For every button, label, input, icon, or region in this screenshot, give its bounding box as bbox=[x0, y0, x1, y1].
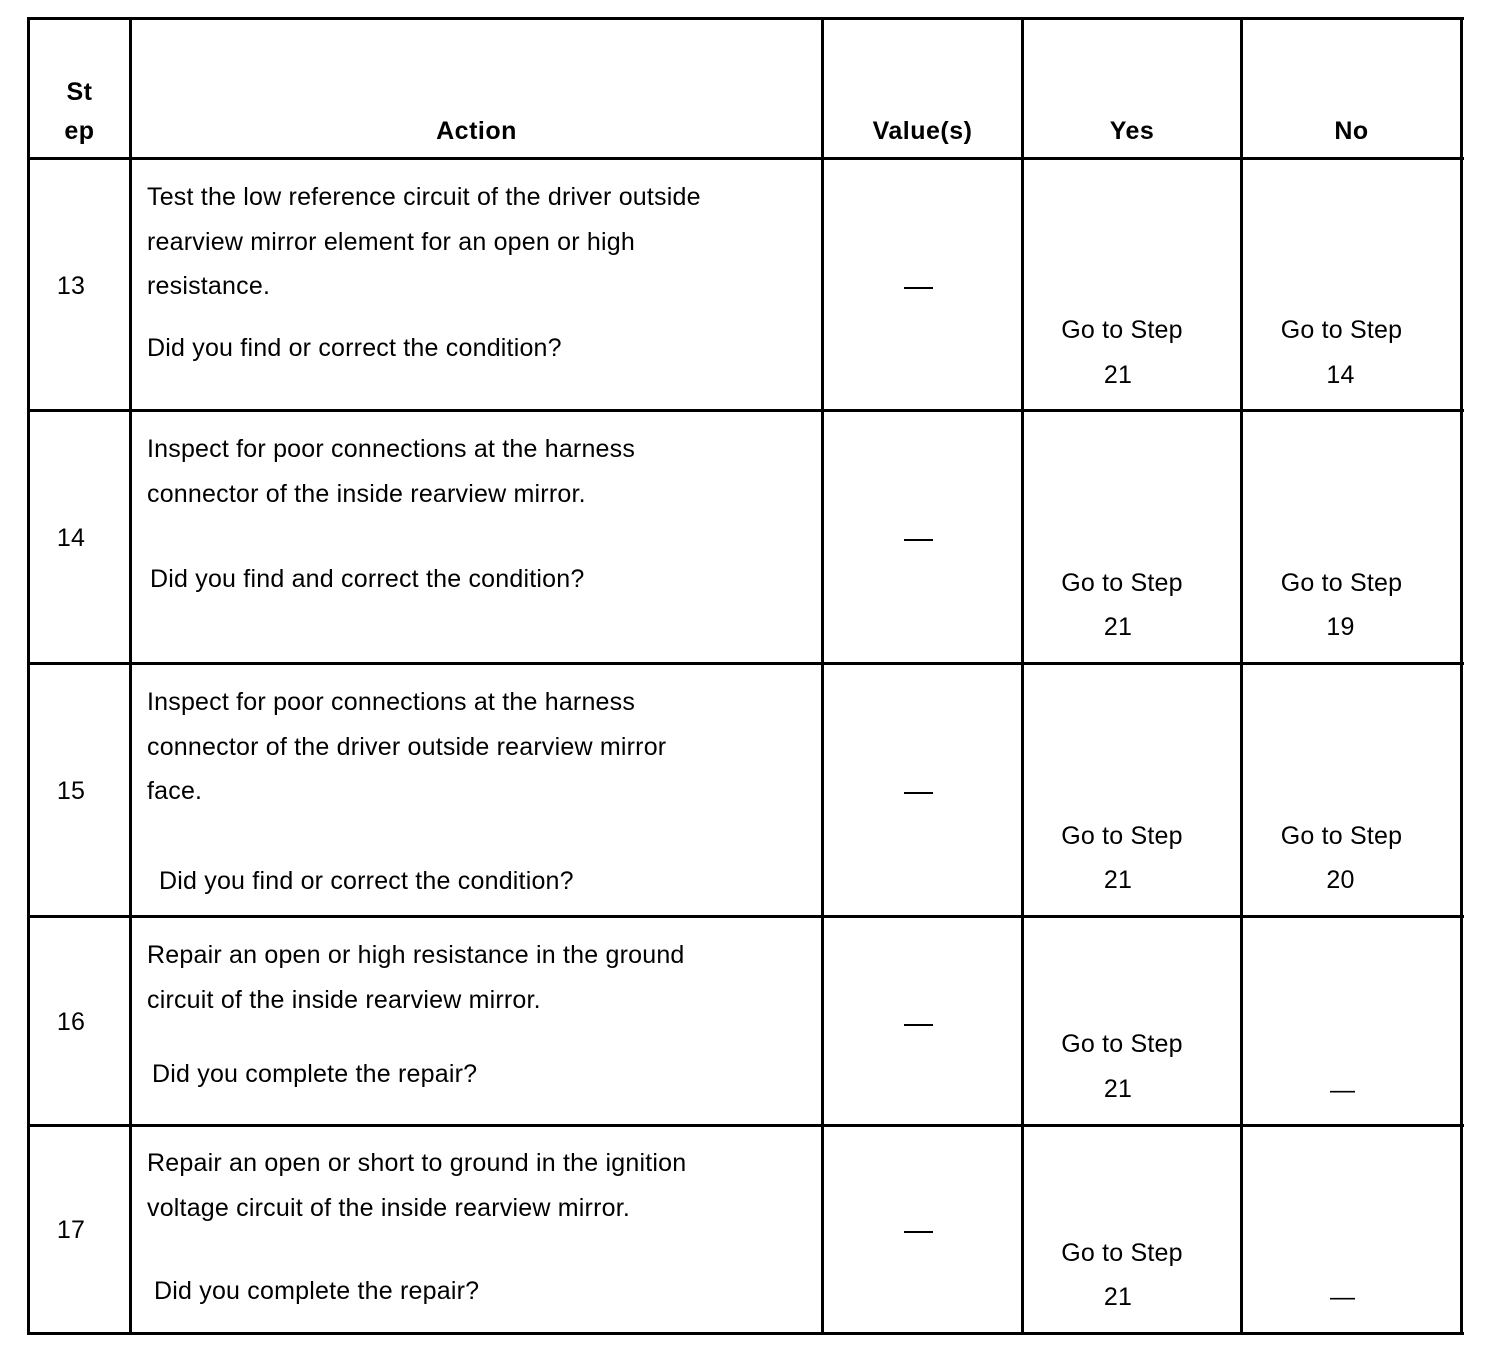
value-dash bbox=[904, 792, 933, 794]
yes-go-to-step-label: Go to Step bbox=[1061, 569, 1183, 597]
yes-step-number: 21 bbox=[1103, 613, 1133, 641]
header-values: Value(s) bbox=[872, 117, 973, 145]
header-row bbox=[27, 17, 1464, 157]
action-text-line: Repair an open or high resistance in the ground bbox=[147, 941, 685, 969]
no-step-number: 19 bbox=[1326, 613, 1355, 641]
no-step-number: 14 bbox=[1326, 361, 1355, 389]
header-no: No bbox=[1334, 117, 1369, 145]
header-step-line2: ep bbox=[64, 117, 95, 145]
action-question: Did you find and correct the condition? bbox=[150, 565, 585, 593]
no-value-dash: — bbox=[1330, 1283, 1356, 1311]
step-number: 13 bbox=[56, 272, 86, 300]
no-go-to-step-label: Go to Step bbox=[1280, 316, 1403, 344]
yes-go-to-step-label: Go to Step bbox=[1061, 316, 1183, 344]
yes-go-to-step-label: Go to Step bbox=[1061, 1030, 1183, 1058]
action-text-line: connector of the driver outside rearview mirror bbox=[147, 733, 667, 761]
yes-go-to-step-label: Go to Step bbox=[1061, 1239, 1183, 1267]
action-question: Did you find or correct the condition? bbox=[159, 867, 574, 895]
action-question: Did you complete the repair? bbox=[152, 1060, 478, 1088]
no-go-to-step-label: Go to Step bbox=[1280, 569, 1403, 597]
value-dash bbox=[904, 539, 933, 541]
step-number: 14 bbox=[56, 524, 86, 552]
step-number: 15 bbox=[56, 777, 86, 805]
value-dash bbox=[904, 287, 933, 289]
action-text-line: resistance. bbox=[147, 272, 271, 300]
table-row bbox=[27, 412, 1464, 662]
action-question: Did you find or correct the condition? bbox=[147, 334, 562, 362]
action-text-line: Repair an open or short to ground in the ignition bbox=[147, 1149, 687, 1177]
yes-go-to-step-label: Go to Step bbox=[1061, 822, 1183, 850]
action-text-line: connector of the inside rearview mirror. bbox=[147, 480, 586, 508]
header-step-line1: St bbox=[66, 78, 93, 106]
table-row bbox=[27, 160, 1464, 409]
no-go-to-step-label: Go to Step bbox=[1280, 822, 1403, 850]
yes-step-number: 21 bbox=[1103, 1075, 1133, 1103]
diagnostic-table bbox=[27, 17, 1464, 1335]
step-number: 17 bbox=[56, 1216, 86, 1244]
no-value-dash: — bbox=[1330, 1076, 1356, 1104]
action-text-line: face. bbox=[147, 777, 203, 805]
action-question: Did you complete the repair? bbox=[154, 1277, 480, 1305]
action-text-line: Inspect for poor connections at the harness bbox=[147, 435, 636, 463]
table-row bbox=[27, 665, 1464, 915]
header-yes: Yes bbox=[1109, 117, 1155, 145]
header-action: Action bbox=[436, 117, 517, 145]
step-number: 16 bbox=[56, 1008, 86, 1036]
yes-step-number: 21 bbox=[1103, 1283, 1133, 1311]
value-dash bbox=[904, 1024, 933, 1026]
action-text-line: Test the low reference circuit of the driver outside bbox=[147, 183, 701, 211]
yes-step-number: 21 bbox=[1103, 361, 1133, 389]
action-text-line: voltage circuit of the inside rearview mirror. bbox=[147, 1194, 630, 1222]
no-step-number: 20 bbox=[1326, 866, 1355, 894]
action-text-line: rearview mirror element for an open or high bbox=[147, 228, 635, 256]
yes-step-number: 21 bbox=[1103, 866, 1133, 894]
table-row bbox=[27, 918, 1464, 1124]
value-dash bbox=[904, 1231, 933, 1233]
action-text-line: circuit of the inside rearview mirror. bbox=[147, 986, 541, 1014]
table-row bbox=[27, 1127, 1464, 1332]
action-text-line: Inspect for poor connections at the harness bbox=[147, 688, 636, 716]
table-border-bottom bbox=[27, 1332, 1464, 1335]
